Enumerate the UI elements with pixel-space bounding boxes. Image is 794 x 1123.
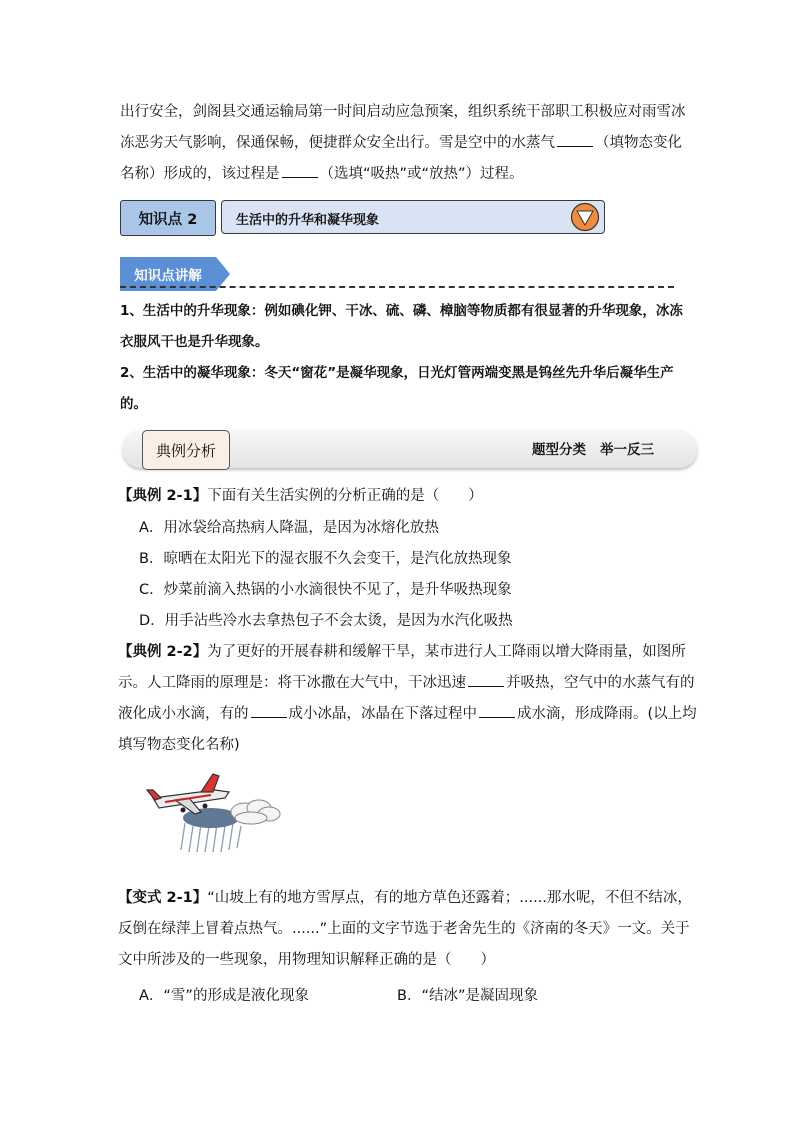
q1-option-b[interactable]: B．晾晒在太阳光下的湿衣服不久会变干，是汽化放热现象	[139, 551, 512, 567]
knowledge-point-title: 生活中的升华和凝华现象	[236, 213, 380, 228]
q1-stem-text: 下面有关生活实例的分析正确的是（ ）	[207, 488, 483, 504]
q1-option-a[interactable]: A．用冰袋给高热病人降温，是因为冰熔化放热	[139, 520, 439, 536]
answer-blank	[557, 132, 593, 147]
intro-text-a: 出行安全，剑阁县交通运输局第一时间启动应急预案，组织系统干部职工积极应对雨雪冰冻恶劣天气影响，保通保畅，便捷群众安全出行。雪是空中的水蒸气	[120, 104, 686, 151]
q2-paragraph	[118, 637, 698, 761]
example-banner-subtitle	[532, 438, 668, 458]
banner-right-a: 题型分类	[532, 442, 586, 458]
answer-blank	[251, 703, 287, 718]
q2-text-c: 成小冰晶，冰晶在下落过程中	[288, 706, 477, 722]
chevron-down-icon[interactable]	[570, 202, 600, 232]
banner-right-b: 举一反三	[600, 442, 654, 458]
airplane-rain-illustration	[145, 768, 285, 852]
q1-option-d[interactable]: D．用手沾些冷水去拿热包子不会太烫，是因为水汽化吸热	[139, 613, 513, 629]
explanation-point-2: 2、生活中的凝华现象：冬天“窗花”是凝华现象，日光灯管两端变黑是钨丝先升华后凝华生产的。	[120, 365, 674, 412]
q3-text: “山坡上有的地方雪厚点，有的地方草色还露着；......那水呢，不但不结冰，反倒在绿萍上冒着点热气。......”上面的文字节选于老舍先生的《济南的冬天》一文。关于文中所涉及的一些现象，用物理知识解释正确的是（ ）	[118, 890, 692, 968]
q1-option-c[interactable]: C．炒菜前滴入热锅的小水滴很快不见了，是升华吸热现象	[139, 582, 512, 598]
intro-paragraph	[120, 97, 690, 190]
q1-stem	[118, 481, 698, 512]
q2-label: 【典例 2-2】	[118, 644, 208, 660]
example-badge: 典例分析	[142, 430, 230, 470]
q3-option-a[interactable]: A．“雪”的形成是液化现象	[139, 988, 309, 1004]
q2-text-a: 为了更好的开展春耕和缓解干旱，某市进行人工降雨以增大降雨量，如图所示。人工降雨的原理是：将干冰撒在大气中，干冰迅速	[118, 644, 686, 691]
explanation-point-1: 1、生活中的升华现象：例如碘化钾、干冰、硫、磷、樟脑等物质都有很显著的升华现象，冰冻衣服风干也是升华现象。	[120, 303, 683, 350]
q3-option-b[interactable]: B．“结冰”是凝固现象	[397, 988, 538, 1004]
intro-text-c: （选填“吸热”或“放热”）过程。	[319, 166, 524, 182]
q3-label: 【变式 2-1】	[118, 890, 208, 906]
q2-text-d: 成水滴，形成降雨。(以上均填写物态变化名称)	[118, 706, 697, 753]
answer-blank	[468, 672, 504, 687]
dashed-divider	[120, 286, 674, 288]
q3-paragraph	[118, 883, 698, 976]
intro-text-b: （填物态变化名称）形成的，该过程是	[120, 135, 682, 182]
knowledge-point-bar[interactable]	[221, 200, 605, 234]
answer-blank	[282, 163, 318, 178]
answer-blank	[479, 703, 515, 718]
q2-text-b: 并吸热，空气中的水蒸气有的液化成小水滴，有的	[118, 675, 695, 722]
knowledge-point-tag: 知识点 2	[120, 200, 216, 236]
q1-label: 【典例 2-1】	[118, 488, 208, 504]
explanation-tab-label: 知识点讲解	[134, 268, 202, 284]
